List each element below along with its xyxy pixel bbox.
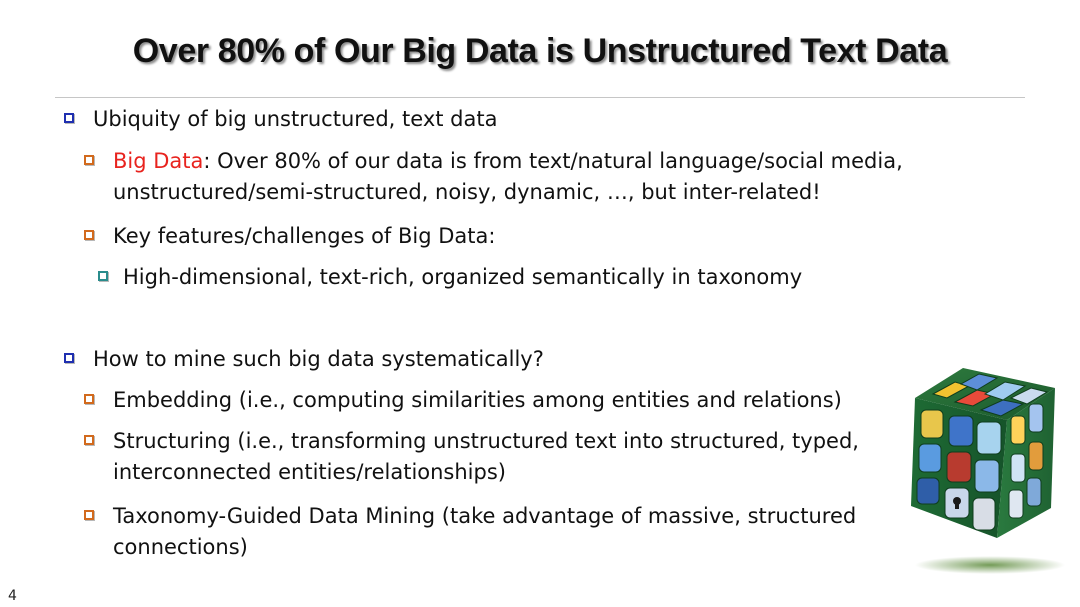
bullet-text: Embedding (i.e., computing similarities among entities and relations) [113,388,842,412]
media-cube-image [905,358,1065,578]
slide-title: Over 80% of Our Big Data is Unstructured Text Data [132,32,948,70]
bullet-how-to-mine [64,344,544,375]
title-divider [55,97,1025,98]
bullet-text-continuation: unstructured/semi-structured, noisy, dynamic, …, but inter-related! [113,180,821,204]
bullet-text-continuation: connections) [113,535,248,559]
square-bullet-icon [84,230,94,240]
square-bullet-icon [84,394,94,404]
bullet-taxonomy [84,501,856,563]
bullet-ubiquity [64,104,497,135]
bullet-text: Key features/challenges of Big Data: [113,224,496,248]
page-number: 4 [8,588,17,604]
square-bullet-icon [84,435,94,445]
bullet-text: Taxonomy-Guided Data Mining (take advantage of massive, structured [113,504,857,528]
square-bullet-icon [64,353,74,363]
bullet-high-dimensional [98,262,802,293]
bullet-text: Structuring (i.e., transforming unstructured text into structured, typed, [113,429,859,453]
bullet-embedding [84,385,842,416]
bullet-key-features [84,221,495,252]
bullet-big-data [84,146,903,208]
bullet-text: How to mine such big data systematically? [93,347,544,371]
bullet-structuring [84,426,859,488]
bullet-text: High-dimensional, text-rich, organized semantically in taxonomy [123,265,803,289]
bullet-text: Ubiquity of big unstructured, text data [93,107,498,131]
big-data-highlight: Big Data [113,149,204,173]
bullet-text: : Over 80% of our data is from text/natural language/social media, [203,149,903,173]
square-bullet-icon [84,155,94,165]
bullet-text-continuation: interconnected entities/relationships) [113,460,506,484]
square-bullet-icon [84,510,94,520]
square-bullet-icon [64,113,74,123]
square-bullet-icon [98,271,108,281]
